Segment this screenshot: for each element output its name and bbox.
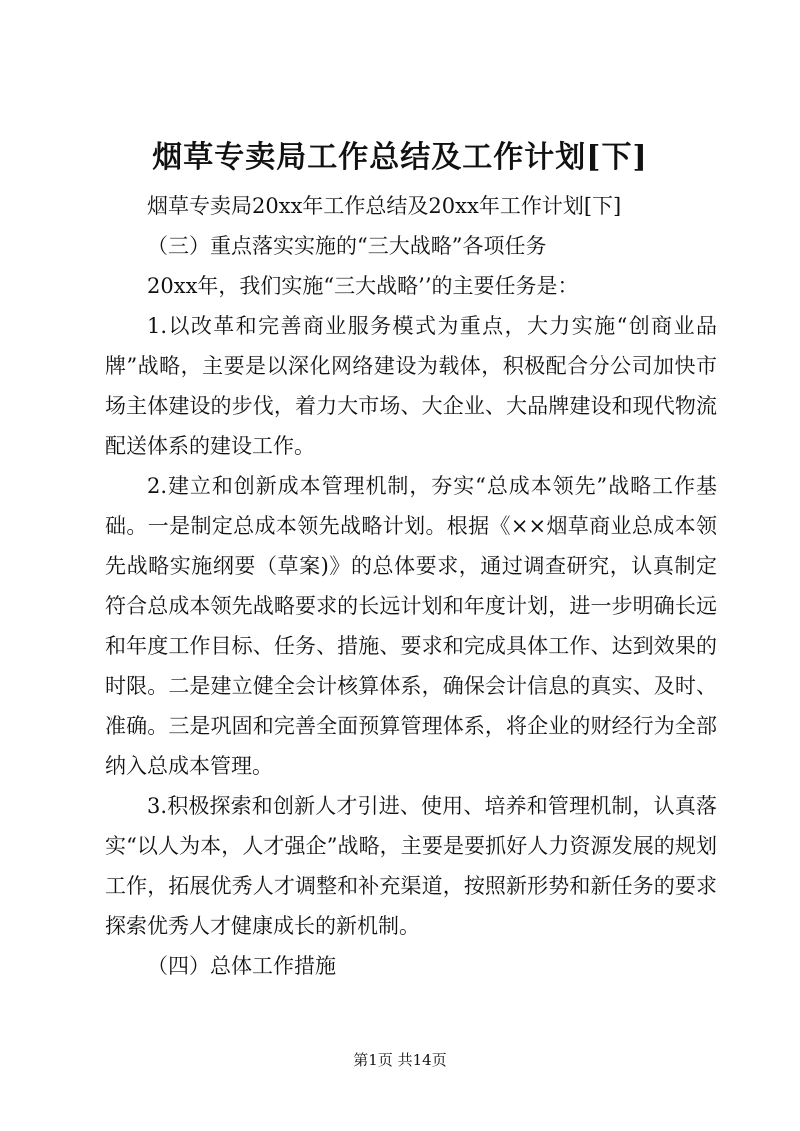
intro-paragraph: 20xx年，我们实施“三大战略’’的主要任务是： bbox=[147, 274, 579, 298]
section-heading-four: （四）总体工作措施 bbox=[147, 954, 336, 978]
page-number-footer: 第1页 共14页 bbox=[353, 1051, 447, 1069]
document-subtitle: 烟草专卖局20xx年工作总结及20xx年工作计划[下] bbox=[147, 194, 622, 218]
section-heading-three: （三）重点落实实施的“三大战略”各项任务 bbox=[147, 234, 547, 258]
task-item-3: 3.积极探索和创新人才引进、使用、培养和管理机制，认真落实“以人为本，人才强企”战略，主要是要抓好人力资源发展的规划工作，拓展优秀人才调整和补充渠道，按照新形势和新任务的要求探索优秀人才健康成长的新机制。 bbox=[105, 794, 717, 938]
document-body bbox=[105, 186, 717, 986]
task-item-1: 1.以改革和完善商业服务模式为重点，大力实施“创商业品牌”战略，主要是以深化网络建设为载体，积极配合分公司加快市场主体建设的步伐，着力大市场、大企业、大品牌建设和现代物流配送体系的建设工作。 bbox=[105, 314, 717, 458]
document-title: 烟草专卖局工作总结及工作计划[下] bbox=[152, 140, 648, 175]
task-item-2: 2.建立和创新成本管理机制，夯实“总成本领先”战略工作基础。一是制定总成本领先战略计划。根据《××烟草商业总成本领先战略实施纲要（草案)》的总体要求，通过调查研究，认真制定符合总成本领先战略要求的长远计划和年度计划，进一步明确长远和年度工作目标、任务、措施、要求和完成具体工作、达到效果的时限。二是建立健全会计核算体系，确保会计信息的真实、及时、准确。三是巩固和完善全面预算管理体系，将企业的财经行为全部纳入总成本管理。 bbox=[105, 474, 717, 778]
